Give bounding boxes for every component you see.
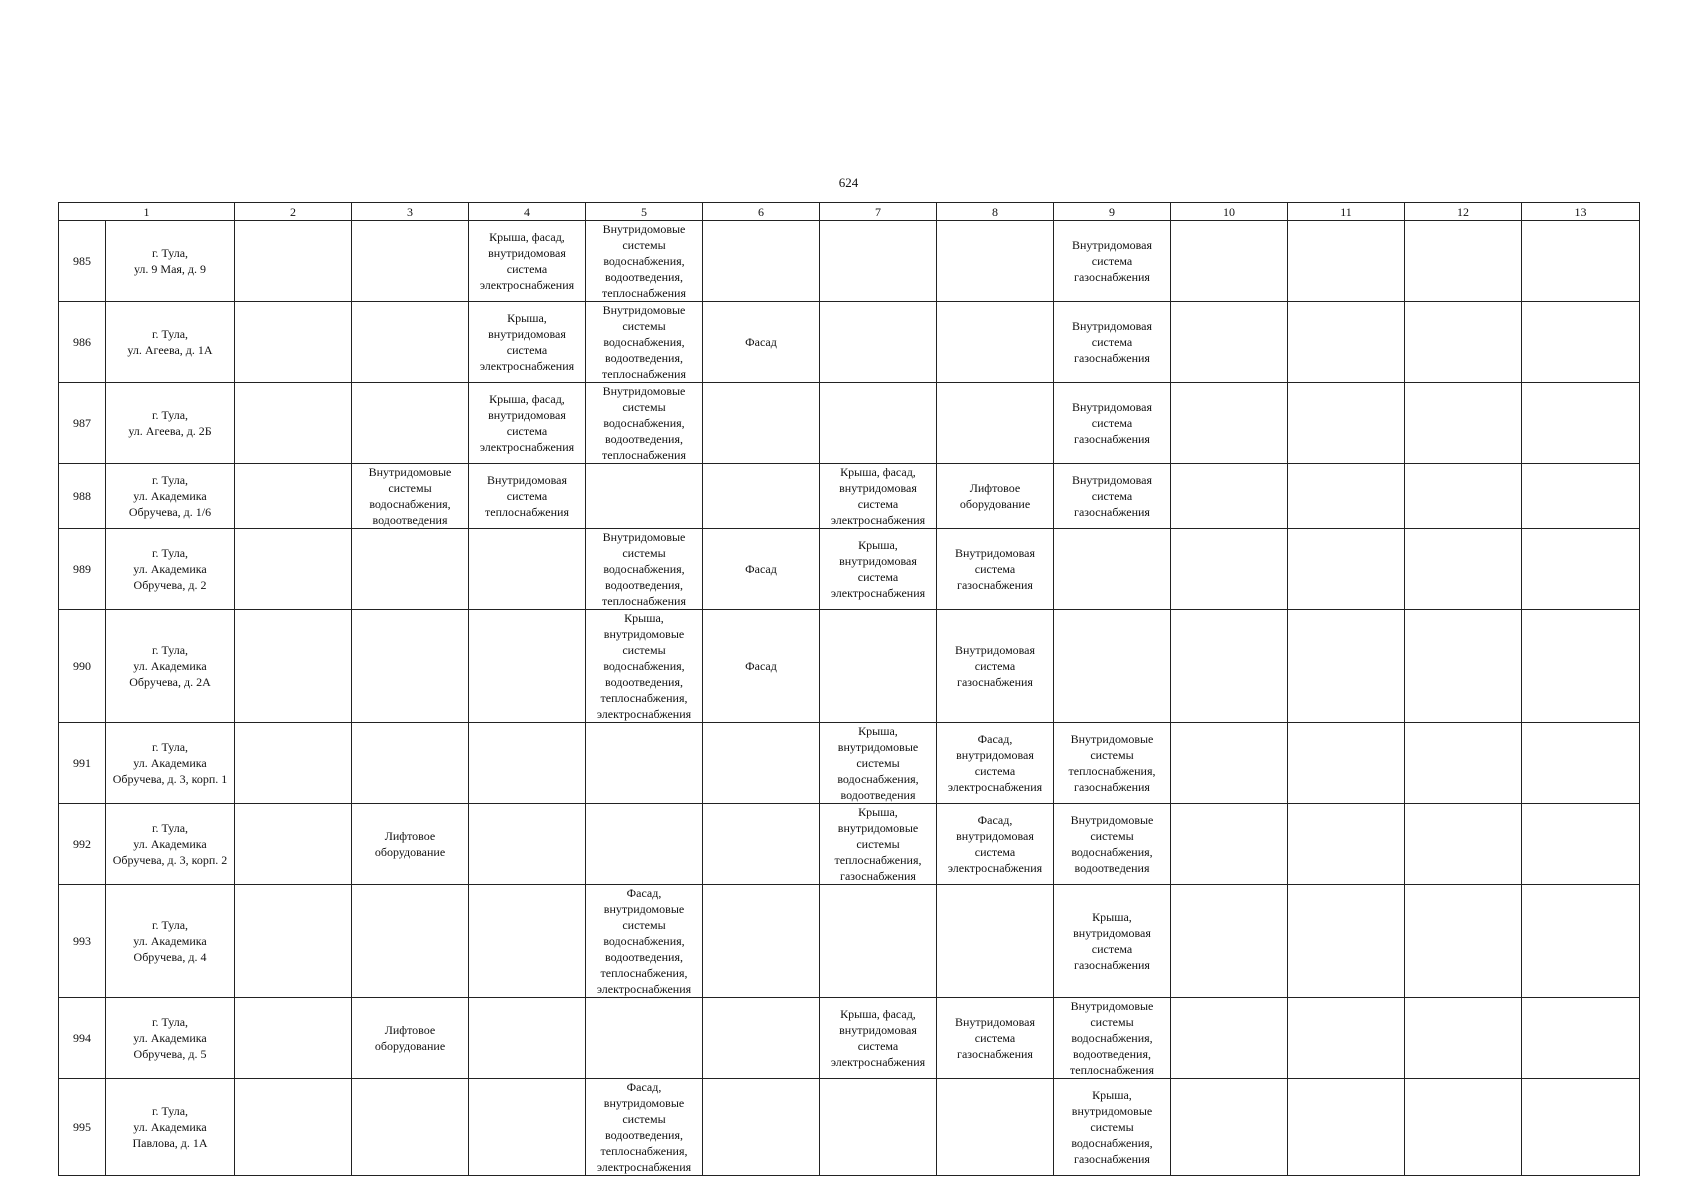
cell-text: Крыша, внутридомовые системы водоснабжения, водоотведения (837, 724, 919, 802)
table-cell (937, 221, 1054, 302)
cell-text: Фасад (745, 659, 777, 673)
table-cell (937, 723, 1054, 804)
header-cell: 13 (1522, 203, 1640, 221)
table-cell (1054, 1079, 1171, 1176)
cell-text: 992 (73, 837, 91, 851)
cell-text: г. Тула, ул. Академика Обручева, д. 4 (133, 918, 207, 964)
table-cell (1522, 464, 1640, 529)
cell-text: 988 (73, 489, 91, 503)
table-cell (1054, 302, 1171, 383)
cell-text: Внутридомовая система газоснабжения (954, 1015, 1036, 1061)
table-cell (820, 302, 937, 383)
cell-text: Внутридомовые системы водоснабжения, водоотведения, теплоснабжения (602, 530, 686, 608)
table-cell (1054, 804, 1171, 885)
table-cell (1171, 464, 1288, 529)
table-cell (703, 885, 820, 998)
table-cell (469, 302, 586, 383)
address-cell (106, 885, 235, 998)
row-number-cell (59, 221, 106, 302)
table-cell (1288, 221, 1405, 302)
table-cell (235, 723, 352, 804)
cell-text: Внутридомовые системы водоснабжения, водоотведения, теплоснабжения (602, 303, 686, 381)
cell-text: Внутридомовая система газоснабжения (1071, 238, 1153, 284)
table-row (59, 998, 1640, 1079)
cell-text: Крыша, фасад, внутридомовая система электроснабжения (479, 230, 575, 292)
table-cell (1288, 529, 1405, 610)
table-cell (586, 885, 703, 998)
table-cell (703, 723, 820, 804)
table-cell (352, 998, 469, 1079)
table-cell (703, 610, 820, 723)
table-cell (1054, 723, 1171, 804)
page-number: 624 (838, 175, 859, 190)
cell-text: Фасад (745, 335, 777, 349)
cell-text: Внутридомовая система теплоснабжения (485, 473, 569, 519)
table-cell (1054, 464, 1171, 529)
cell-text: Лифтовое оборудование (374, 1023, 446, 1053)
table-cell (469, 804, 586, 885)
cell-text: 994 (73, 1031, 91, 1045)
cell-text: г. Тула, ул. Академика Обручева, д. 1/6 (128, 473, 212, 519)
cell-text: Крыша, внутридомовая система электроснабжения (479, 311, 575, 373)
header-cell: 4 (469, 203, 586, 221)
table-cell (703, 383, 820, 464)
table-cell (1405, 302, 1522, 383)
header-cell: 2 (235, 203, 352, 221)
cell-text: 986 (73, 335, 91, 349)
table-cell (820, 464, 937, 529)
table-cell (469, 610, 586, 723)
cell-text: Внутридомовая система газоснабжения (1071, 319, 1153, 365)
header-row (59, 203, 1640, 221)
cell-text: Крыша, фасад, внутридомовая система электроснабжения (479, 392, 575, 454)
table-cell (469, 529, 586, 610)
cell-text: Внутридомовая система газоснабжения (954, 546, 1036, 592)
table-cell (1522, 998, 1640, 1079)
table-cell (235, 302, 352, 383)
table-cell (235, 610, 352, 723)
table-cell (1522, 804, 1640, 885)
address-cell (106, 383, 235, 464)
address-cell (106, 302, 235, 383)
cell-text: г. Тула, ул. Академика Павлова, д. 1А (132, 1104, 208, 1150)
table-cell (1171, 529, 1288, 610)
table-cell (1405, 1079, 1522, 1176)
repair-schedule-table (58, 202, 1640, 1176)
table-cell (1171, 998, 1288, 1079)
table-cell (1288, 804, 1405, 885)
cell-text: Внутридомовые системы водоснабжения, водоотведения, теплоснабжения (602, 384, 686, 462)
table-cell (469, 464, 586, 529)
table-cell (937, 610, 1054, 723)
table-cell (937, 1079, 1054, 1176)
table-cell (820, 610, 937, 723)
table-cell (235, 383, 352, 464)
cell-text: Лифтовое оборудование (374, 829, 446, 859)
table-row (59, 1079, 1640, 1176)
table-cell (469, 383, 586, 464)
table-cell (352, 529, 469, 610)
table-cell (1405, 529, 1522, 610)
table-cell (703, 529, 820, 610)
cell-text: Крыша, фасад, внутридомовая система электроснабжения (830, 1007, 926, 1069)
cell-text: 991 (73, 756, 91, 770)
table-cell (469, 998, 586, 1079)
table-cell (937, 998, 1054, 1079)
cell-text: 987 (73, 416, 91, 430)
table-row (59, 302, 1640, 383)
table-cell (352, 221, 469, 302)
table-cell (1522, 610, 1640, 723)
table-cell (1288, 383, 1405, 464)
table-cell (1171, 804, 1288, 885)
table-row (59, 383, 1640, 464)
cell-text: Внутридомовая система газоснабжения (1071, 473, 1153, 519)
table-cell (469, 723, 586, 804)
row-number-cell (59, 610, 106, 723)
cell-text: Крыша, внутридомовые системы теплоснабжения, газоснабжения (834, 805, 922, 883)
cell-text: Лифтовое оборудование (959, 481, 1031, 511)
table-cell (1405, 723, 1522, 804)
table-cell (820, 998, 937, 1079)
table-cell (469, 1079, 586, 1176)
table-cell (937, 383, 1054, 464)
table-cell (586, 464, 703, 529)
table-cell (1288, 885, 1405, 998)
table-cell (586, 383, 703, 464)
table-cell (1171, 610, 1288, 723)
table-cell (586, 1079, 703, 1176)
table-cell (235, 885, 352, 998)
table-cell (1288, 1079, 1405, 1176)
header-cell: 11 (1288, 203, 1405, 221)
cell-text: Внутридомовая система газоснабжения (1071, 400, 1153, 446)
table-cell (469, 885, 586, 998)
cell-text: Крыша, фасад, внутридомовая система электроснабжения (830, 465, 926, 527)
table-cell (1405, 383, 1522, 464)
table-cell (1288, 998, 1405, 1079)
table-cell (235, 464, 352, 529)
table-row (59, 529, 1640, 610)
table-cell (1405, 885, 1522, 998)
table-cell (703, 1079, 820, 1176)
table-cell (1405, 610, 1522, 723)
table-cell (1522, 302, 1640, 383)
header-cell: 3 (352, 203, 469, 221)
table-cell (352, 383, 469, 464)
table-cell (235, 998, 352, 1079)
table-cell (1522, 221, 1640, 302)
header-cell: 9 (1054, 203, 1171, 221)
table-cell (703, 464, 820, 529)
table-cell (937, 464, 1054, 529)
cell-text: г. Тула, ул. Агеева, д. 1А (127, 327, 213, 357)
table-cell (820, 1079, 937, 1176)
table-row (59, 804, 1640, 885)
cell-text: Внутридомовые системы водоснабжения, водоотведения (368, 465, 452, 527)
table-cell (1288, 723, 1405, 804)
table-cell (1522, 383, 1640, 464)
table-cell (937, 885, 1054, 998)
table-cell (1522, 885, 1640, 998)
cell-text: Внутридомовые системы водоснабжения, водоотведения (1070, 813, 1154, 875)
table-cell (586, 998, 703, 1079)
table-cell (1171, 383, 1288, 464)
table-cell (586, 610, 703, 723)
table-cell (1288, 464, 1405, 529)
table-cell (1288, 302, 1405, 383)
row-number-cell (59, 383, 106, 464)
table-cell (352, 723, 469, 804)
table-cell (1171, 302, 1288, 383)
table-cell (937, 529, 1054, 610)
cell-text: г. Тула, ул. 9 Мая, д. 9 (133, 246, 207, 276)
table-cell (1171, 221, 1288, 302)
table-cell (1405, 464, 1522, 529)
table-cell (586, 723, 703, 804)
cell-text: Внутридомовые системы водоснабжения, водоотведения, теплоснабжения (602, 222, 686, 300)
table-row (59, 610, 1640, 723)
cell-text: Фасад (745, 562, 777, 576)
cell-text: Внутридомовые системы теплоснабжения, газоснабжения (1068, 732, 1156, 794)
table-cell (703, 302, 820, 383)
table-cell (820, 723, 937, 804)
cell-text: 990 (73, 659, 91, 673)
table-cell (469, 221, 586, 302)
header-cell: 8 (937, 203, 1054, 221)
table-cell (352, 610, 469, 723)
table-cell (1522, 1079, 1640, 1176)
table-row (59, 885, 1640, 998)
cell-text: 985 (73, 254, 91, 268)
cell-text: Фасад, внутридомовая система электроснабжения (947, 813, 1043, 875)
row-number-cell (59, 1079, 106, 1176)
table-cell (703, 998, 820, 1079)
table-cell (1288, 610, 1405, 723)
table-cell (1171, 885, 1288, 998)
table-cell (586, 302, 703, 383)
address-cell (106, 804, 235, 885)
address-cell (106, 529, 235, 610)
row-number-cell (59, 529, 106, 610)
cell-text: 989 (73, 562, 91, 576)
table-cell (352, 302, 469, 383)
header-cell: 6 (703, 203, 820, 221)
cell-text: 995 (73, 1120, 91, 1134)
cell-text: Крыша, внутридомовая система электроснабжения (830, 538, 926, 600)
address-cell (106, 1079, 235, 1176)
row-number-cell (59, 998, 106, 1079)
table-cell (1054, 383, 1171, 464)
table-cell (937, 804, 1054, 885)
table-cell (1054, 885, 1171, 998)
cell-text: г. Тула, ул. Агеева, д. 2Б (128, 408, 212, 438)
header-cell: 5 (586, 203, 703, 221)
table-cell (352, 464, 469, 529)
table-cell (352, 885, 469, 998)
table-cell (1054, 529, 1171, 610)
table-row (59, 723, 1640, 804)
table-cell (586, 529, 703, 610)
table-cell (820, 529, 937, 610)
row-number-cell (59, 723, 106, 804)
cell-text: г. Тула, ул. Академика Обручева, д. 3, корп. 1 (112, 740, 228, 786)
table-cell (1405, 804, 1522, 885)
cell-text: г. Тула, ул. Академика Обручева, д. 2А (129, 643, 211, 689)
address-cell (106, 723, 235, 804)
table-cell (703, 804, 820, 885)
table-cell (235, 1079, 352, 1176)
cell-text: Крыша, внутридомовые системы водоснабжения, водоотведения, теплоснабжения, электроснабжения (596, 611, 692, 721)
cell-text: 993 (73, 934, 91, 948)
table-cell (1054, 998, 1171, 1079)
cell-text: Внутридомовая система газоснабжения (954, 643, 1036, 689)
address-cell (106, 610, 235, 723)
table-cell (820, 804, 937, 885)
table-cell (352, 1079, 469, 1176)
table-cell (820, 885, 937, 998)
table-cell (235, 804, 352, 885)
cell-text: Внутридомовые системы водоснабжения, водоотведения, теплоснабжения (1070, 999, 1154, 1077)
table-cell (937, 302, 1054, 383)
table-cell (1405, 998, 1522, 1079)
header-cell: 7 (820, 203, 937, 221)
table-cell (586, 221, 703, 302)
cell-text: Фасад, внутридомовые системы водоотведения, теплоснабжения, электроснабжения (596, 1080, 692, 1174)
table-cell (1405, 221, 1522, 302)
table-cell (820, 383, 937, 464)
table-row (59, 464, 1640, 529)
address-cell (106, 464, 235, 529)
header-cell: 12 (1405, 203, 1522, 221)
table-cell (1171, 723, 1288, 804)
cell-text: г. Тула, ул. Академика Обручева, д. 3, корп. 2 (112, 821, 228, 867)
cell-text: Фасад, внутридомовая система электроснабжения (947, 732, 1043, 794)
table-cell (1522, 529, 1640, 610)
table-cell (235, 529, 352, 610)
table-cell (1171, 1079, 1288, 1176)
table-cell (352, 804, 469, 885)
address-cell (106, 221, 235, 302)
table-cell (235, 221, 352, 302)
row-number-cell (59, 302, 106, 383)
row-number-cell (59, 804, 106, 885)
cell-text: г. Тула, ул. Академика Обручева, д. 5 (133, 1015, 207, 1061)
table-cell (1054, 610, 1171, 723)
header-cell: 1 (59, 203, 235, 221)
row-number-cell (59, 885, 106, 998)
table-cell (586, 804, 703, 885)
row-number-cell (59, 464, 106, 529)
cell-text: Крыша, внутридомовые системы водоснабжения, газоснабжения (1071, 1088, 1153, 1166)
table-row (59, 221, 1640, 302)
table-cell (820, 221, 937, 302)
table-cell (1522, 723, 1640, 804)
table-cell (703, 221, 820, 302)
header-cell: 10 (1171, 203, 1288, 221)
cell-text: Крыша, внутридомовая система газоснабжения (1073, 910, 1151, 972)
table-cell (1054, 221, 1171, 302)
address-cell (106, 998, 235, 1079)
cell-text: г. Тула, ул. Академика Обручева, д. 2 (133, 546, 207, 592)
cell-text: Фасад, внутридомовые системы водоснабжения, водоотведения, теплоснабжения, электроснабжения (596, 886, 692, 996)
